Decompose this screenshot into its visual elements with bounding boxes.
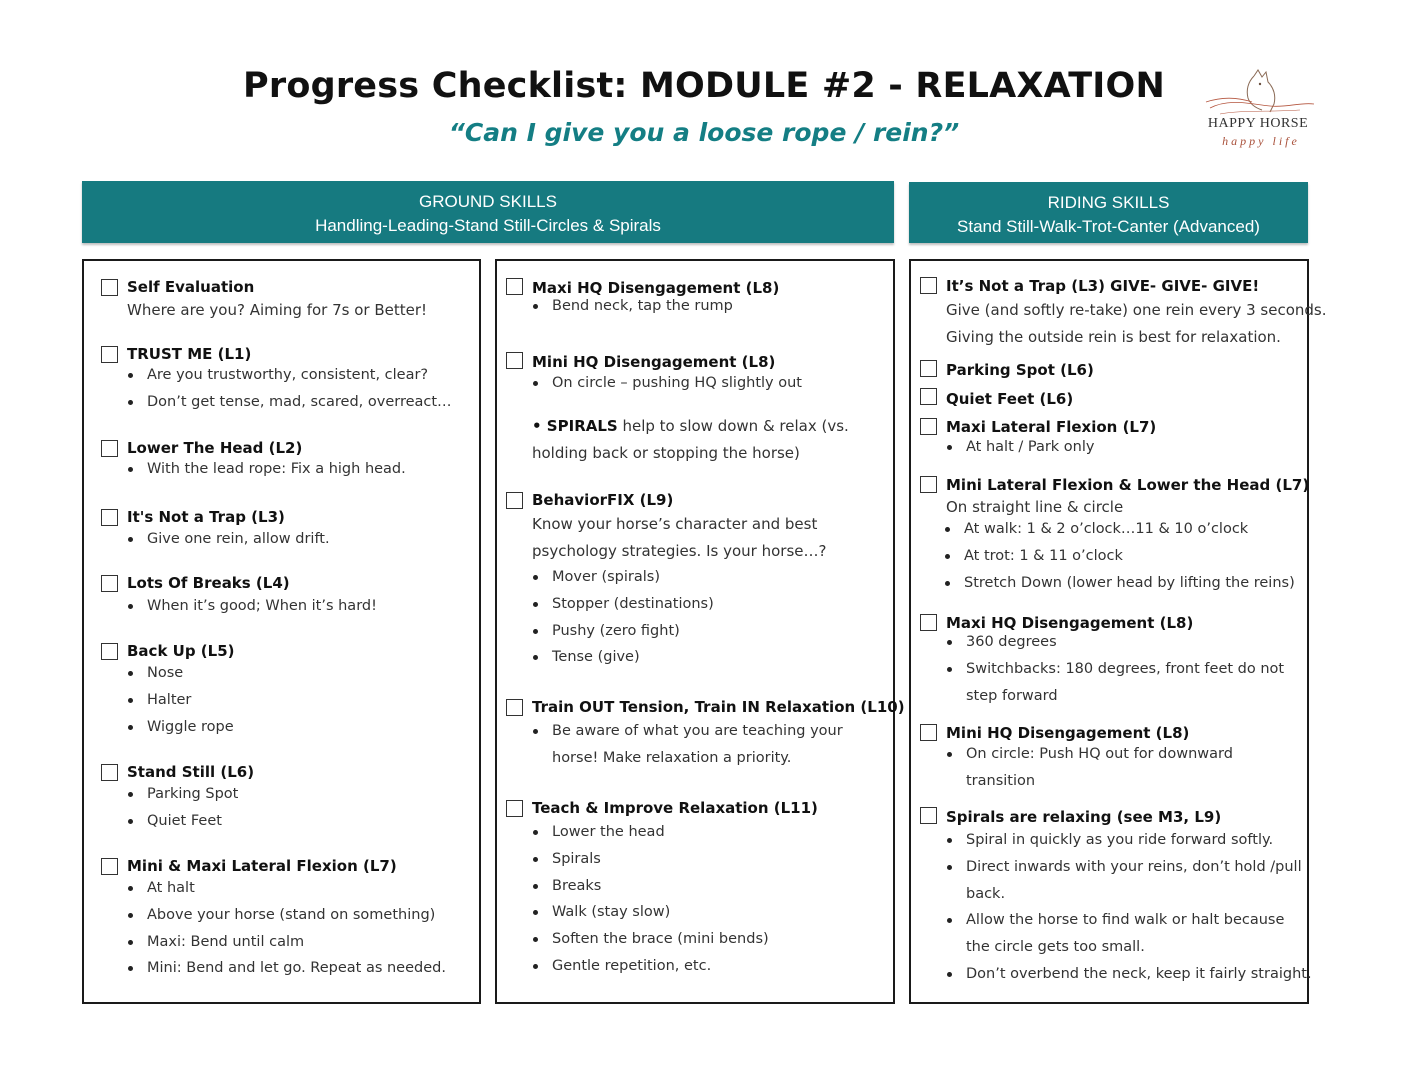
bullet-list xyxy=(127,593,377,620)
spirals-label: • SPIRALS xyxy=(532,417,618,435)
list-item: When it’s good; When it’s hard! xyxy=(127,593,377,620)
list-item: Nose xyxy=(127,660,234,687)
checkbox[interactable] xyxy=(920,614,937,631)
list-item xyxy=(946,854,1312,908)
bullet-list xyxy=(946,629,1284,709)
item-note: Know your horse’s character and best xyxy=(532,515,818,533)
ground-column-left xyxy=(82,259,481,1004)
list-item: Soften the brace (mini bends) xyxy=(532,926,769,953)
riding-skills-banner xyxy=(909,182,1308,243)
checkbox[interactable] xyxy=(506,352,523,369)
list-item: Give one rein, allow drift. xyxy=(127,526,330,553)
bullet-list xyxy=(532,819,769,980)
item-title: Teach & Improve Relaxation (L11) xyxy=(532,799,818,817)
list-item: Stretch Down (lower head by lifting the reins) xyxy=(944,570,1295,597)
list-item: Are you trustworthy, consistent, clear? xyxy=(127,362,452,389)
item-title: Mini HQ Disengagement (L8) xyxy=(532,353,776,371)
checkbox[interactable] xyxy=(920,476,937,493)
list-item: Tense (give) xyxy=(532,644,714,671)
bullet-list xyxy=(127,456,406,483)
checkbox[interactable] xyxy=(506,278,523,295)
list-item-text: Be aware of what you are teaching your xyxy=(552,723,843,739)
list-item: At halt xyxy=(127,875,446,902)
checkbox[interactable] xyxy=(101,575,118,592)
item-title: Mini HQ Disengagement (L8) xyxy=(946,724,1190,742)
list-item: Spiral in quickly as you ride forward softly. xyxy=(946,827,1312,854)
checkbox[interactable] xyxy=(101,509,118,526)
logo-script: happy life xyxy=(1222,134,1300,148)
checkbox[interactable] xyxy=(506,699,523,716)
item-title: Parking Spot (L6) xyxy=(946,361,1094,379)
checkbox[interactable] xyxy=(101,440,118,457)
riding-skills-title: RIDING SKILLS xyxy=(1047,193,1170,212)
item-title: Train OUT Tension, Train IN Relaxation (L10) xyxy=(532,698,905,716)
list-item-text: step forward xyxy=(966,687,1058,704)
item-title: Mini & Maxi Lateral Flexion (L7) xyxy=(127,857,397,875)
list-item xyxy=(946,656,1284,710)
happy-horse-logo xyxy=(1200,68,1320,154)
bullet-list xyxy=(127,875,446,982)
list-item: Spirals xyxy=(532,846,769,873)
checkbox[interactable] xyxy=(101,764,118,781)
list-item: Mover (spirals) xyxy=(532,564,714,591)
list-item: Don’t overbend the neck, keep it fairly straight. xyxy=(946,961,1312,988)
horse-logo-icon xyxy=(1200,68,1316,118)
list-item: Wiggle rope xyxy=(127,714,234,741)
list-item: Stopper (destinations) xyxy=(532,591,714,618)
bullet-list xyxy=(532,370,802,397)
list-item-text: horse! Make relaxation a priority. xyxy=(552,749,792,766)
item-title: Spirals are relaxing (see M3, L9) xyxy=(946,808,1222,826)
bullet-list xyxy=(127,660,234,740)
item-note: Give (and softly re-take) one rein every 3 seconds. xyxy=(946,301,1327,319)
checkbox[interactable] xyxy=(101,858,118,875)
item-title: Maxi Lateral Flexion (L7) xyxy=(946,418,1157,436)
ground-column-right xyxy=(495,259,905,1004)
bullet-list xyxy=(944,516,1295,596)
bullet-list xyxy=(127,526,330,553)
list-item-text: back. xyxy=(966,885,1006,902)
list-item: Mini: Bend and let go. Repeat as needed. xyxy=(127,955,446,982)
bullet-list xyxy=(946,434,1094,461)
item-title: Lower The Head (L2) xyxy=(127,439,303,457)
list-item: With the lead rope: Fix a high head. xyxy=(127,456,406,483)
logo-text: HAPPY HORSE xyxy=(1207,116,1309,131)
checkbox[interactable] xyxy=(920,724,937,741)
list-item-text: the circle gets too small. xyxy=(966,939,1145,956)
bullet-list xyxy=(946,827,1312,988)
list-item: Parking Spot xyxy=(127,781,238,808)
item-note: psychology strategies. Is your horse…? xyxy=(532,542,827,560)
spirals-text: help to slow down & relax (vs. xyxy=(617,417,849,435)
bullet-list xyxy=(127,362,452,416)
list-item: Above your horse (stand on something) xyxy=(127,902,446,929)
list-item xyxy=(946,741,1233,795)
checkbox[interactable] xyxy=(920,807,937,824)
page-subtitle: “Can I give you a loose rope / rein?” xyxy=(448,118,960,147)
page-title: Progress Checklist: MODULE #2 - RELAXATION xyxy=(243,66,1165,106)
list-item: Pushy (zero fight) xyxy=(532,618,714,645)
bullet-list xyxy=(532,293,733,320)
item-title: Self Evaluation xyxy=(127,278,255,296)
riding-column xyxy=(909,259,1327,1004)
riding-skills-subtitle: Stand Still-Walk-Trot-Canter (Advanced) xyxy=(957,217,1260,236)
bullet-list xyxy=(532,718,843,772)
bullet-list xyxy=(127,781,238,835)
list-item: On circle – pushing HQ slightly out xyxy=(532,370,802,397)
item-title: TRUST ME (L1) xyxy=(127,345,252,363)
spirals-paragraph xyxy=(532,413,849,467)
checkbox[interactable] xyxy=(101,346,118,363)
list-item-text: On circle: Push HQ out for downward xyxy=(966,746,1233,762)
list-item: 360 degrees xyxy=(946,629,1284,656)
item-title: It’s Not a Trap (L3) GIVE- GIVE- GIVE! xyxy=(946,277,1260,295)
checkbox[interactable] xyxy=(506,800,523,817)
checkbox[interactable] xyxy=(506,492,523,509)
list-item-text: Switchbacks: 180 degrees, front feet do not xyxy=(966,660,1285,677)
list-item: Halter xyxy=(127,687,234,714)
list-item: Don’t get tense, mad, scared, overreact… xyxy=(127,389,452,416)
ground-skills-title: GROUND SKILLS xyxy=(419,192,557,211)
item-title: It's Not a Trap (L3) xyxy=(127,508,285,526)
ground-skills-subtitle: Handling-Leading-Stand Still-Circles & Spirals xyxy=(315,216,661,235)
list-item xyxy=(532,718,843,772)
list-item-text: Allow the horse to find walk or halt because xyxy=(966,912,1285,929)
list-item: Quiet Feet xyxy=(127,808,238,835)
list-item: Breaks xyxy=(532,873,769,900)
checkbox[interactable] xyxy=(101,279,118,296)
item-title: Back Up (L5) xyxy=(127,642,235,660)
list-item-text: Direct inwards with your reins, don’t hold /pull xyxy=(966,858,1302,875)
item-note: Giving the outside rein is best for relaxation. xyxy=(946,328,1281,346)
checkbox[interactable] xyxy=(920,360,937,377)
item-note: On straight line & circle xyxy=(946,498,1124,516)
checkbox[interactable] xyxy=(101,643,118,660)
list-item: Walk (stay slow) xyxy=(532,899,769,926)
item-title: Maxi HQ Disengagement (L8) xyxy=(532,279,780,297)
list-item: Maxi: Bend until calm xyxy=(127,929,446,956)
checkbox[interactable] xyxy=(920,277,937,294)
list-item: At trot: 1 & 11 o’clock xyxy=(944,543,1295,570)
checkbox[interactable] xyxy=(920,388,937,405)
checkbox[interactable] xyxy=(920,418,937,435)
item-title: Lots Of Breaks (L4) xyxy=(127,574,290,592)
item-title: Quiet Feet (L6) xyxy=(946,390,1074,408)
item-title: Stand Still (L6) xyxy=(127,763,255,781)
list-item-text: transition xyxy=(966,772,1036,789)
list-item: Bend neck, tap the rump xyxy=(532,293,733,320)
list-item: At halt / Park only xyxy=(946,434,1094,461)
item-note: Where are you? Aiming for 7s or Better! xyxy=(127,301,428,319)
list-item xyxy=(946,907,1312,961)
spirals-text-2: holding back or stopping the horse) xyxy=(532,444,800,462)
bullet-list xyxy=(532,564,714,671)
list-item: At walk: 1 & 2 o’clock…11 & 10 o’clock xyxy=(944,516,1295,543)
list-item: Gentle repetition, etc. xyxy=(532,953,769,980)
item-title: Maxi HQ Disengagement (L8) xyxy=(946,614,1194,632)
ground-skills-banner xyxy=(82,181,894,243)
item-title: Mini Lateral Flexion & Lower the Head (L7) xyxy=(946,476,1310,494)
list-item: Lower the head xyxy=(532,819,769,846)
bullet-list xyxy=(946,741,1233,795)
item-title: BehaviorFIX (L9) xyxy=(532,491,674,509)
